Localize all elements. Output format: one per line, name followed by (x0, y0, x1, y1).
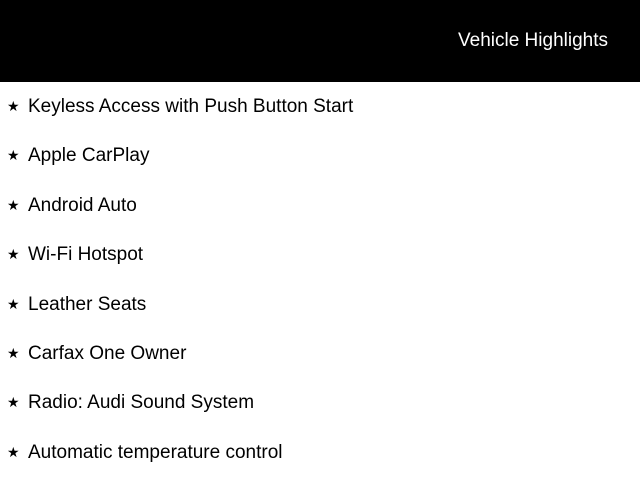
header-bar (0, 0, 640, 82)
list-item (0, 294, 640, 320)
list-item-label: Keyless Access with Push Button Start (28, 96, 354, 117)
star-icon: ★ (7, 148, 20, 164)
list-item-label: Apple CarPlay (28, 145, 150, 166)
list-item (0, 392, 640, 418)
list-item-label: Carfax One Owner (28, 343, 187, 364)
list-item (0, 442, 640, 468)
list-item (0, 145, 640, 171)
page-title: Vehicle Highlights (458, 30, 608, 51)
list-item-label: Automatic temperature control (28, 442, 283, 463)
list-item (0, 96, 640, 122)
list-item-label: Radio: Audi Sound System (28, 392, 255, 413)
list-item (0, 343, 640, 369)
list-item-label: Leather Seats (28, 294, 147, 315)
list-item-label: Wi-Fi Hotspot (28, 244, 144, 265)
star-icon: ★ (7, 99, 20, 115)
star-icon: ★ (7, 445, 20, 461)
list-item (0, 244, 640, 270)
list-item-label: Android Auto (28, 195, 137, 216)
star-icon: ★ (7, 346, 20, 362)
star-icon: ★ (7, 198, 20, 214)
star-icon: ★ (7, 395, 20, 411)
star-icon: ★ (7, 247, 20, 263)
list-item (0, 195, 640, 221)
star-icon: ★ (7, 297, 20, 313)
